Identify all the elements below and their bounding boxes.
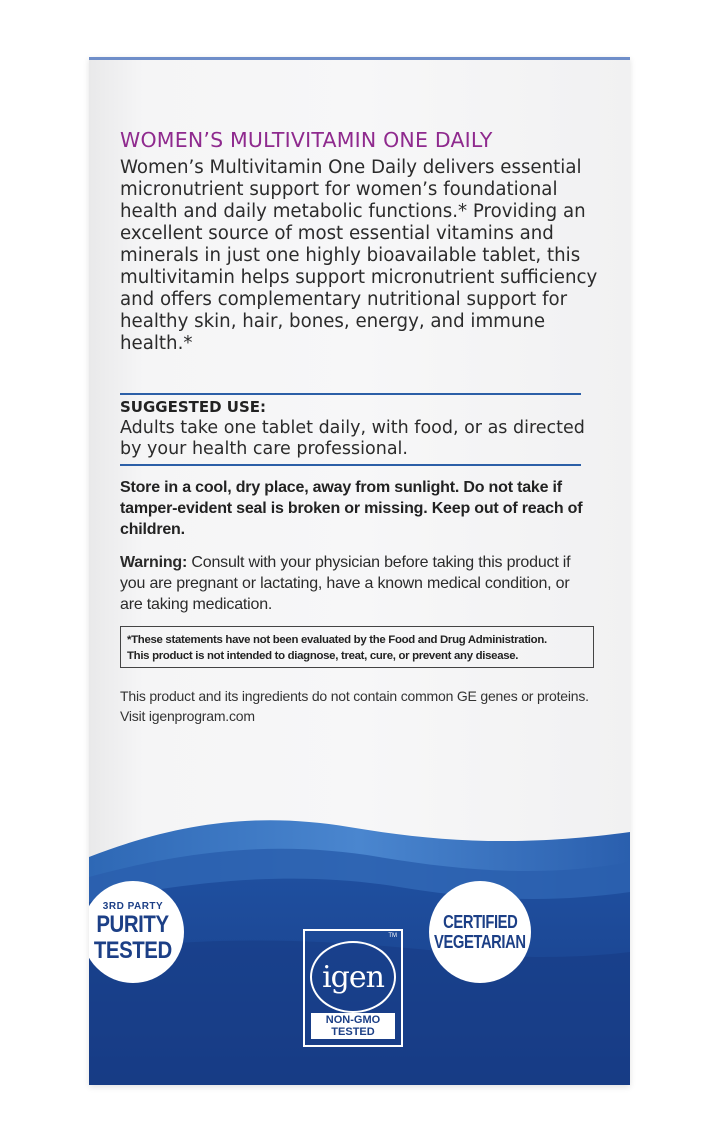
igen-label-line-2: TESTED [331, 1026, 375, 1038]
fda-line-1: *These statements have not been evaluated by the Food and Drug Administration. [127, 634, 547, 646]
divider [120, 464, 581, 466]
suggested-use-heading: SUGGESTED USE: [120, 398, 267, 416]
igen-logo-text: igen [322, 959, 384, 995]
purity-badge-small-text: 3RD PARTY [102, 900, 164, 912]
fda-disclaimer [120, 626, 594, 668]
purity-badge-line-2: TESTED [94, 936, 172, 964]
warning-label: Warning: [120, 554, 188, 571]
vegetarian-badge-line-1: CERTIFIED [442, 912, 518, 932]
igen-trademark: TM [388, 933, 397, 939]
storage-instructions: Store in a cool, dry place, away from sunlight. Do not take if tamper-evident seal is broken or missing. Keep out of reach of children. [120, 479, 583, 538]
divider [120, 393, 581, 395]
warning-body: Consult with your physician before taking this product if you are pregnant or lactating, have a known medical condition, or are taking medication. [120, 554, 571, 613]
warning-text [120, 552, 590, 615]
igen-label [311, 1013, 395, 1039]
product-description: Women’s Multivitamin One Daily delivers essential micronutrient support for women’s foundational health and daily metabolic functions.* Providing an excellent source of most essential vitamins and minerals in just one highly bioavailable tablet, this multivitamin helps support micronutrient sufficiency and offers complementary nutritional support for healthy skin, hair, bones, energy, and immune health.* [120, 157, 598, 354]
product-back-panel [89, 57, 630, 1085]
vegetarian-badge-line-2: VEGETARIAN [434, 932, 526, 952]
purity-badge-line-1: PURITY [96, 910, 170, 938]
igen-label-line-1: NON-GMO [325, 1014, 381, 1026]
suggested-use-text: Adults take one tablet daily, with food, or as directed by your health care professional. [120, 418, 585, 459]
ge-statement: This product and its ingredients do not contain common GE genes or proteins. Visit igenprogram.com [120, 688, 589, 724]
fda-line-2: This product is not intended to diagnose, treat, cure, or prevent any disease. [127, 650, 519, 662]
product-title: WOMEN’S MULTIVITAMIN ONE DAILY [120, 128, 493, 152]
igen-non-gmo-badge [303, 929, 403, 1047]
igen-logo [310, 941, 396, 1013]
certified-vegetarian-badge [429, 881, 531, 983]
top-band [89, 57, 630, 60]
